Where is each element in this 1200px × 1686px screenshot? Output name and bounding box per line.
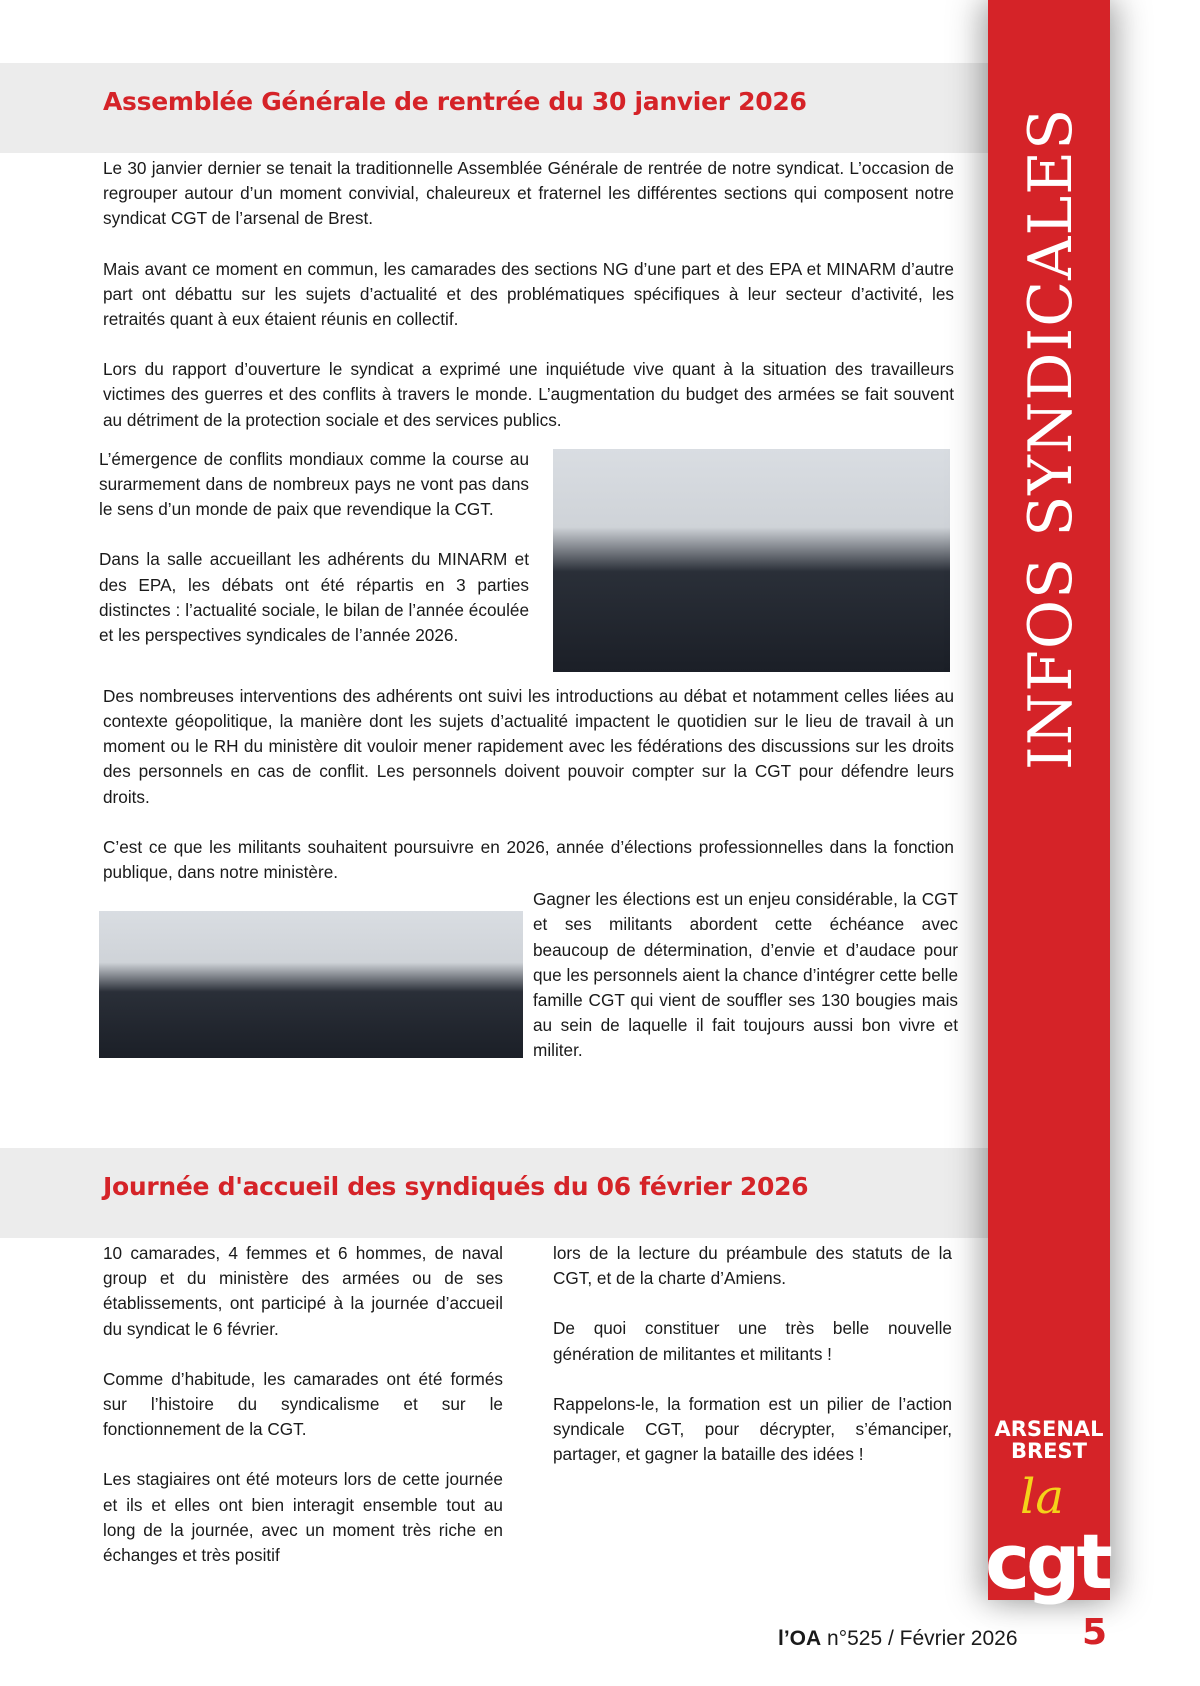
paragraph: L’émergence de conflits mondiaux comme la course au surarmement dans de nombreux pays ne vont pas dans le sens d’un monde de paix que revendique la CGT.	[99, 448, 529, 520]
paragraph: De quoi constituer une très belle nouvelle génération de militantes et militants !	[553, 1318, 952, 1364]
paragraph: Mais avant ce moment en commun, les camarades des sections NG d’une part et des EPA et MINARM d’autre part ont débattu sur les sujets d’actualité et des problématiques spécifiques à leur secteur d’activité, les retraités quant à eux étaient réunis en collectif.	[103, 258, 954, 330]
article1-title: Assemblée Générale de rentrée du 30 janvier 2026	[103, 87, 807, 116]
paragraph: Gagner les élections est un enjeu considérable, la CGT et ses militants abordent cette échéance avec beaucoup de détermination, d’envie et d’audace pour que les personnels aient la chance d’intégrer cette belle famille CGT qui vient de souffler ses 130 bougies mais au sein de laquelle il fait toujours aussi bon vivre et militer.	[533, 889, 958, 1061]
org-name	[988, 1418, 1110, 1462]
cgt-logo: cgt	[985, 1517, 1109, 1606]
page-number: 5	[1082, 1612, 1108, 1653]
paragraph: Le 30 janvier dernier se tenait la traditionnelle Assemblée Générale de rentrée de notre syndicat. L’occasion de regrouper autour d’un moment convivial, chaleureux et fraternel les différentes sections qui composent notre syndicat CGT de l’arsenal de Brest.	[103, 158, 954, 229]
sidebar-title: INFOS SYNDICALES	[1016, 107, 1086, 770]
cgt-logo-la: la	[1020, 1469, 1064, 1525]
paragraph: Les stagiaires ont été moteurs lors de cette journée et ils et elles ont bien interagit ensemble tout au long de la journée, avec un moment très riche en échanges et très positif	[103, 1469, 503, 1566]
paragraph: Lors du rapport d’ouverture le syndicat a exprimé une inquiétude vive quant à la situation des travailleurs victimes des guerres et des conflits à travers le monde. L’augmentation du budget des armées se fait souvent au détriment de la protection sociale et des services publics.	[103, 359, 954, 430]
article1-row-photo-right	[99, 447, 954, 672]
article1-row-photo-left	[99, 887, 958, 1063]
article2-column-1	[103, 1241, 503, 1568]
article2-header	[0, 1148, 990, 1238]
org-line-1: ARSENAL	[994, 1417, 1104, 1441]
paragraph: Comme d’habitude, les camarades ont été formés sur l’histoire du syndicalisme et sur le fonctionnement de la CGT.	[103, 1368, 503, 1440]
issue-info: n°525 / Février 2026	[827, 1627, 1018, 1650]
publication-name: l’OA	[778, 1627, 822, 1650]
footer	[778, 1627, 1018, 1651]
org-line-2: BREST	[1011, 1439, 1087, 1463]
paragraph: C’est ce que les militants souhaitent poursuivre en 2026, année d’élections professionnelles dans la fonction publique, dans notre ministère.	[103, 836, 954, 883]
assembly-photo-2	[99, 911, 523, 1058]
paragraph: Dans la salle accueillant les adhérents du MINARM et des EPA, les débats ont été répartis en 3 parties distinctes : l’actualité sociale, le bilan de l’année écoulée et les perspectives syndicales de l’année 2026.	[99, 549, 529, 646]
article1-left-text	[99, 447, 529, 648]
article2-title: Journée d'accueil des syndiqués du 06 février 2026	[103, 1172, 809, 1201]
paragraph: Des nombreuses interventions des adhérents ont suivi les introductions au débat et notamment celles liées au contexte géopolitique, la manière dont les sujets d’actualité impactent le quotidien sur le lieu de travail à un moment ou le RH du ministère dit vouloir mener rapidement avec les fédérations des discussions sur les droits des personnels en cas de conflit. Les personnels doivent pouvoir compter sur la CGT pour défendre leurs droits.	[103, 685, 954, 807]
paragraph: lors de la lecture du préambule des statuts de la CGT, et de la charte d’Amiens.	[553, 1243, 952, 1289]
article2-column-2	[553, 1241, 952, 1467]
article1-body	[99, 156, 958, 1076]
paragraph: Rappelons-le, la formation est un pilier de l’action syndicale CGT, pour décrypter, s’émanciper, partager, et gagner la bataille des idées !	[553, 1393, 952, 1465]
paragraph: 10 camarades, 4 femmes et 6 hommes, de naval group et du ministère des armées ou de ses établissements, ont participé à la journée d’accueil du syndicat le 6 février.	[103, 1243, 503, 1339]
article1-header	[0, 63, 990, 153]
assembly-photo-1	[553, 449, 950, 672]
